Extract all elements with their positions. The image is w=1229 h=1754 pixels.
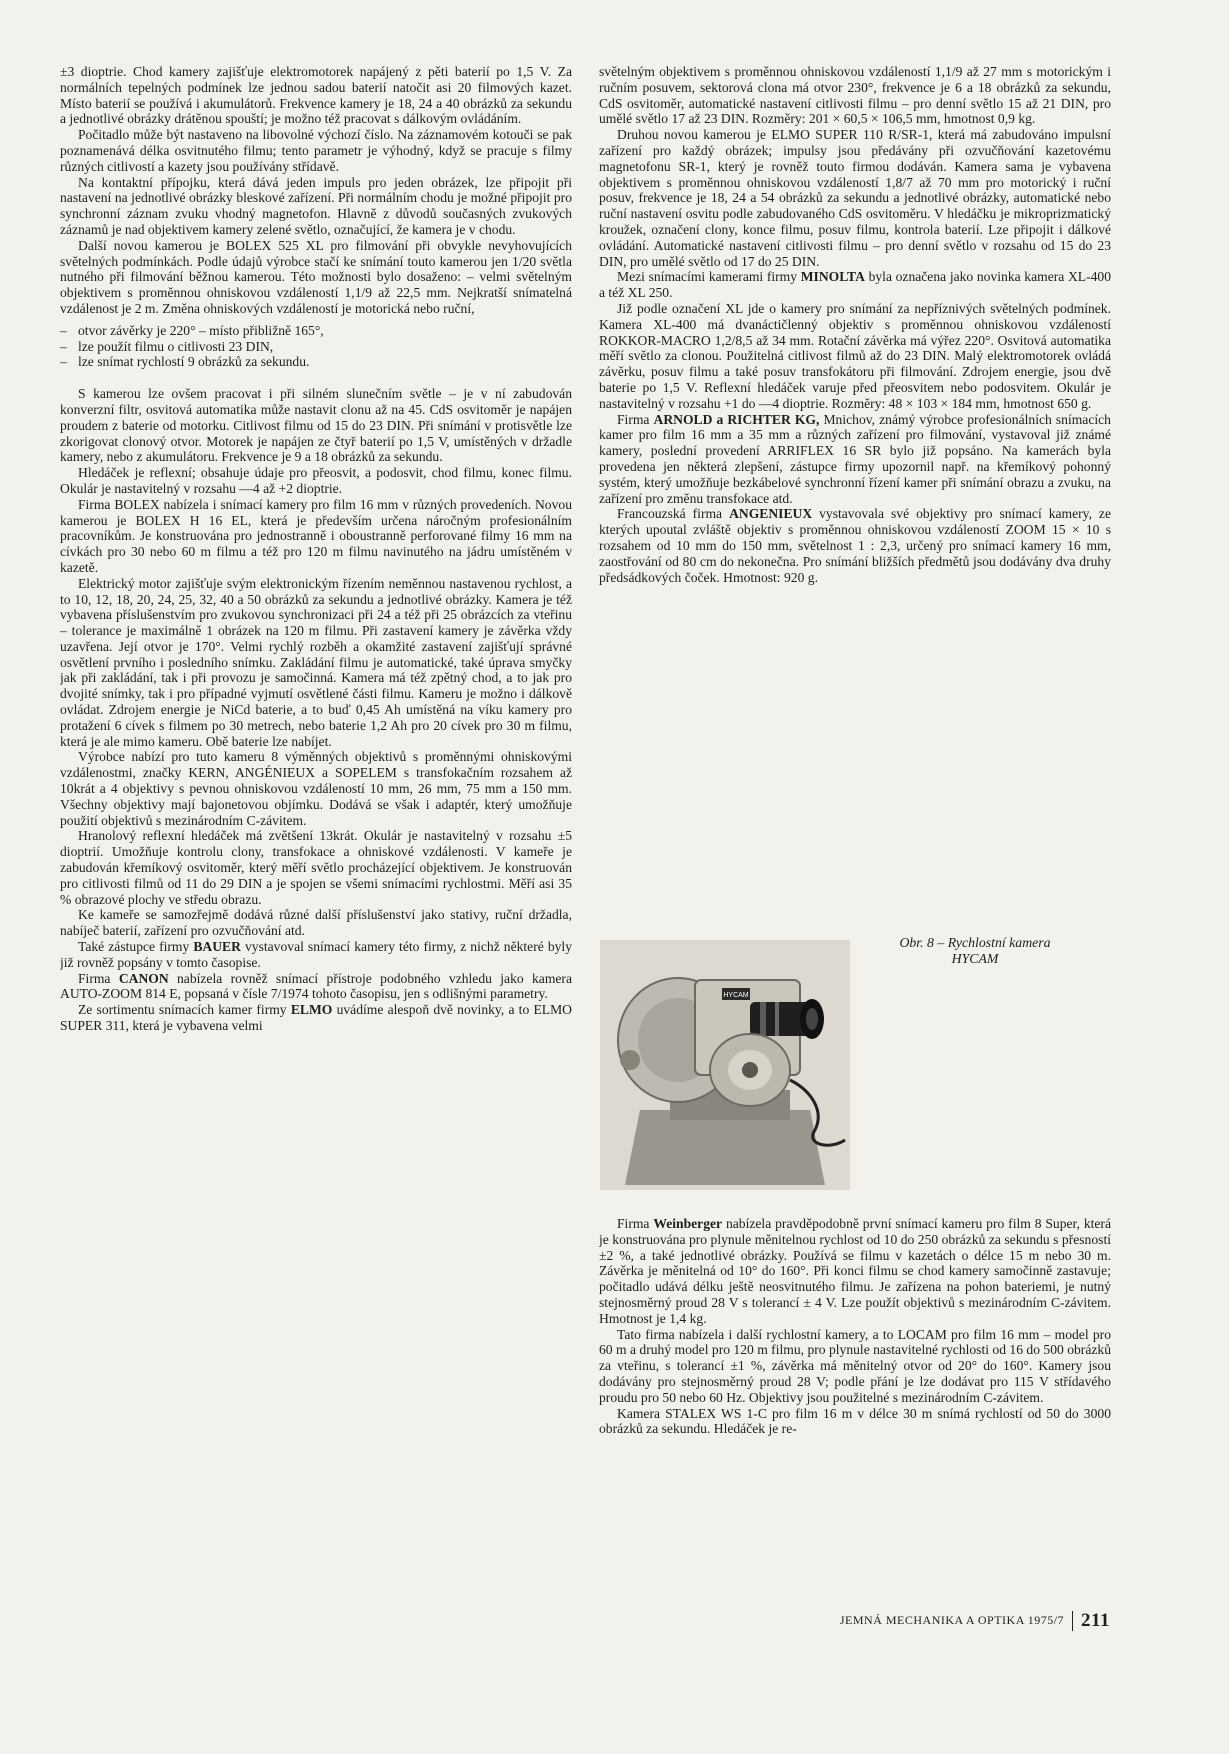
paragraph: Ke kameře se samozřejmě dodává různé další příslušenství jako stativy, ruční držadla, nabíječ baterií, zařízení pro ozvučňování atd. (60, 907, 572, 939)
paragraph-bauer: Také zástupce firmy BAUER vystavoval snímací kamery této firmy, z nichž některé byly již rovněž popsány v tomto časopise. (60, 939, 572, 970)
caption-line: HYCAM (951, 951, 999, 966)
list-item: – otvor závěrky je 220° – místo přibližně 165°, (60, 323, 572, 339)
paragraph: Firma BOLEX nabízela i snímací kamery pro film 16 mm v různých provedeních. Novou kamerou je BOLEX H 16 EL, která je především určena náročným profesionálním pracovníkům. Je konstruována pro jednostranně i oboustranně perforované filmy 16 mm na cívkách pro 30 nebo 60 m filmu a též pro 120 m filmu navinutého na jádru umístěném v kazetě. (60, 496, 572, 575)
paragraph-weinberger: Firma Weinberger nabízela pravděpodobně první snímací kameru pro film 8 Super, která je konstruována pro plynule měnitelnou rychlost od 10 do 250 obrázků za sekundu s přesností ±2 %, a také jednotlivé obrázky. Používá se filmu v kazetách o délce 15 m nebo 30 m. Závěrka je měnitelná od 10° do 160°. Při konci filmu se chod kamery samočinně zastavuje; počitadlo udává délku ještě neosvitnutého filmu. Je zařízena na pohon bateriemi, je nutný stejnosměrný proud 28 V s tolerancí ± 4 V. Lze použít objektivů s mezinárodním C-závitem. Hmotnost je 1,4 kg. (599, 1216, 1111, 1326)
right-column-top (599, 64, 1111, 954)
paragraph: Počitadlo může být nastaveno na libovolné výchozí číslo. Na záznamovém kotouči se pak poznamenává délka osvitnutého filmu; tento parametr je výhodný, když se pracuje s filmy různých citlivostí a kazety jsou používány střídavě. (60, 127, 572, 174)
paragraph-minolta: Mezi snímacími kamerami firmy MINOLTA byla označena jako novinka kamera XL-400 a též XL 250. (599, 269, 1111, 301)
figure-caption (850, 935, 1100, 967)
paragraph: Hledáček je reflexní; obsahuje údaje pro přeosvit, a podosvit, chod filmu, konec filmu. Okulár je nastavitelný v rozsahu —4 až +2 dioptrie. (60, 465, 572, 496)
paragraph: Výrobce nabízí pro tuto kameru 8 výměnných objektivů s proměnnými ohniskovými vzdálenostmi, značky KERN, ANGÉNIEUX a SOPELEM s transfokačním rozsahem až 10krát a 4 objektivy s pevnou ohniskovou vzdáleností 10 mm, 26 mm, 75 mm a 150 mm. Všechny objektivy mají bajonetovou objímku. Dodává se však i adaptér, který umožňuje použití objektivů s mezinárodním C-závitem. (60, 749, 572, 828)
camera-photo (600, 940, 850, 1190)
journal-name: JEMNÁ MECHANIKA A OPTIKA 1975/7 (839, 1612, 1065, 1627)
right-column-bottom (599, 1216, 1111, 1596)
paragraph: S kamerou lze ovšem pracovat i při silném slunečním světle – je v ní zabudován konverzní filtr, osvitová automatika může nastavit clonu až na 45. CdS osvitoměr je napájen proudem z baterie od motorku. Citlivost filmu od 15 do 23 DIN. Při snímání v protisvětle lze zkorigovat clonový otvor. Motorek je napájen ze čtyř baterií po 1,5 V, umístěných v držadle kamery, nebo z akumulátoru. Frekvence je 9 a 18 obrázků za sekundu. (60, 386, 572, 465)
company-name: ARNOLD a RICHTER KG, (653, 411, 820, 427)
camera-label: HYCAM (723, 992, 749, 999)
company-name: ANGENIEUX (729, 506, 813, 522)
paragraph: Kamera STALEX WS 1-C pro film 16 m v délce 30 m snímá rychlostí od 50 do 3000 obrázků za sekundu. Hledáček je re- (599, 1405, 1111, 1437)
paragraph: světelným objektivem s proměnnou ohniskovou vzdáleností 1,1/9 až 27 mm s motorickým i ručním posuvem, sektorová clona má otvor 230°, frekvence je 6 a 18 obrázků za sekundu, CdS osvitoměr, automatické nastavení citlivosti filmu – pro denní světlo 15 až 21 DIN, pro umělé světlo 17 až 23 DIN. Rozměry: 201 × 60,5 × 106,5 mm, hmotnost 0,9 kg. (599, 64, 1111, 127)
company-name: CANON (118, 970, 169, 986)
page-footer (770, 1610, 1110, 1632)
paragraph: Tato firma nabízela i další rychlostní kamery, a to LOCAM pro film 16 mm – model pro 60 m a druhý model pro 120 m filmu, pro plynule nastavitelné rychlosti od 16 do 500 obrázků za vteřinu, s tolerancí ±1 %, závěrka má měnitelný otvor od 20° do 160°. Kamery jsou dodávány pro stejnosměrný proud 28 V; podle přání je lze dodávat pro 115 V střídavého proudu pro 50 nebo 60 Hz. Objektivy jsou použitelné s mezinárodním C-závitem. (599, 1326, 1111, 1405)
paragraph: Druhou novou kamerou je ELMO SUPER 110 R/SR-1, která má zabudováno impulsní zařízení pro každý obrázek; impulsy jsou předávány při ozvučňování kazetovému magnetofonu SR-1, který je rovněž touto firmou dodáván. Kamera sama je vybavena objektivem s proměnnou ohniskovou vzdáleností 1,8/7 až 70 mm pro motorický i ruční posuv, frekvence je 18, 24 a 54 obrázků za sekundu a jednotlivé obrázky, automatické nebo ruční nastavení osvitu podle zabudovaného CdS osvitoměru. V hledáčku je mikroprizmatický kroužek, označení clony, konce filmu, posuv filmu, kontrola baterií. Lze připojit i dálkové ovládání. Automatické nastavení citlivosti filmu – pro denní světlo v rozsahu od 15 do 23 DIN, pro umělé světlo od 17 do 25 DIN. (599, 127, 1111, 269)
paragraph-elmo: Ze sortimentu snímacích kamer firmy ELMO uvádíme alespoň dvě novinky, a to ELMO SUPER 311, která je vybavena velmi (60, 1002, 572, 1034)
paragraph: Elektrický motor zajišťuje svým elektronickým řízením neměnnou nastavenou rychlost, a to 10, 12, 18, 20, 24, 25, 32, 40 a 50 obrázků za sekundu a jednotlivé obrázky. Kamera je též vybavena příslušenstvím pro zvukovou synchronizaci při 24 a též při 25 obrázcích za vteřinu – tolerance je maximálně 1 obrázek na 120 m filmu. Při zastavení kamery je závěrka vždy uzavřena. Její otvor je 170°. Velmi rychlý rozběh a okamžité zastavení zajišťují správné osvětlení prvního i posledního snímku. Zakládání filmu je automatické, také úprava smyčky jak při zakládání, tak i při provozu je samočinná. Kamera má též zpětný chod, a to jak pro dvojité snímky, tak i pro případné vyjmutí osvětlené části filmu. Kameru je možno i dálkově ovládat. Zdrojem energie je NiCd baterie, a to buď 0,45 Ah umístěná na víku kamery pro protažení 6 cívek s filmem po 30 metrech, nebo baterie 1,2 Ah pro 20 cívek pro 30 m filmu, která je ale mimo kameru. Obě baterie lze nabíjet. (60, 575, 572, 749)
paragraph-canon: Firma CANON nabízela rovněž snímací přístroje podobného vzhledu jako kamera AUTO-ZOOM 814 E, popsaná v čísle 7/1974 tohoto časopisu, jen s odlišnými parametry. (60, 970, 572, 1002)
company-name: ELMO (290, 1002, 333, 1018)
company-name: MINOLTA (800, 269, 865, 285)
company-name: BAUER (193, 939, 241, 955)
paragraph: ±3 dioptrie. Chod kamery zajišťuje elektromotorek napájený z pěti baterií po 1,5 V. Za normálních tepelných podmínek lze jednou sadou baterií natočit asi 20 filmových kazet. Místo baterií se používá i akumulátorů. Frekvence kamery je 18, 24 a 40 obrázků za sekundu a jednotlivé obrázky drátěnou spouští; je možno též pracovat s dálkovým ovládáním. (60, 64, 572, 127)
page-number: 211 (1081, 1610, 1110, 1631)
left-column (60, 64, 572, 1584)
paragraph: Hranolový reflexní hledáček má zvětšení 13krát. Okulár je nastavitelný v rozsahu ±5 dioptrií. Umožňuje kontrolu clony, transfokace a ohniskové vzdálenosti. V kameře je zabudován křemíkový osvitoměr, který měří světlo procházející objektivem. Je konstruován pro citlivosti filmů od 11 do 29 DIN a je spojen se všemi snímacími rychlostmi. Měří asi 35 % obrazové plochy ve středu obrazu. (60, 828, 572, 907)
paragraph-arnold: Firma ARNOLD a RICHTER KG, Mnichov, známý výrobce profesionálních snímacích kamer pro film 16 mm a 35 mm a různých zařízení pro filmování, vystavoval již známé kamery, poslední provedení ARRIFLEX 16 SR bylo již popsáno. Na kamerách byla provedena jen některá zlepšení, zástupce firmy upozornil např. na křemíkový pohonný systém, který umožňuje bezkábelové synchronní řízení kamer při snímání obrazu a zvuku, na zařízení pro změnu transfokace atd. (599, 411, 1111, 506)
company-name: Weinberger (653, 1216, 723, 1231)
paragraph: Již podle označení XL jde o kamery pro snímání za nepříznivých světelných podmínek. Kamera XL-400 má dvanáctičlenný objektiv s proměnnou ohniskovou vzdáleností ROKKOR-MACRO 1,2/8,5 až 34 mm. Rotační závěrka má výřez 220°. Osvitová automatika měří světlo za clonou. Použitelná citlivost filmů až do 23 DIN. Malý elektromotorek ovládá závěrku, posuv filmu a také posuv transfokátoru při filmování. Zdrojem energie, jsou dvě baterie po 1,5 V. Reflexní hledáček varuje před přeosvitem nebo podosvitem. Okulár je nastavitelný v rozsahu +1 do —4 dioptrie. Rozměry: 48 × 103 × 184 mm, hmotnost 650 g. (599, 300, 1111, 411)
caption-line: Obr. 8 – Rychlostní kamera (899, 935, 1051, 950)
figure-hycam-camera (600, 940, 850, 1190)
list-item: – lze snímat rychlostí 9 obrázků za sekundu. (60, 354, 572, 370)
list-item: – lze použít filmu o citlivosti 23 DIN, (60, 339, 572, 355)
paragraph-angenieux: Francouzská firma ANGENIEUX vystavovala své objektivy pro snímací kamery, ze kterých upoutal zvláště objektiv s proměnnou ohniskovou vzdáleností ZOOM 15 × 10 s rozsahem od 10 mm do 150 mm, světelnost 1 : 2,3, určený pro snímací kamery 16 mm, zaostřování od 80 cm do nekonečna. Pro snímání bližších předmětů jsou dodávány dva druhy předsádkových čoček. Hmotnost: 920 g. (599, 506, 1111, 585)
paragraph: Další novou kamerou je BOLEX 525 XL pro filmování při obvykle nevyhovujících světelných podmínkách. Podle údajů výrobce stačí ke snímání touto kamerou jen 1/20 světla nutného při filmování běžnou kamerou. Této možnosti bylo dosaženo: – velmi světelným objektivem s proměnnou ohniskovou vzdáleností 1,1/9 až 22,5 mm. Nejkratší snímatelná vzdálenost je 2 m. Změna ohniskových vzdáleností je motorická nebo ruční, (60, 237, 572, 316)
paragraph: Na kontaktní přípojku, která dává jeden impuls pro jeden obrázek, lze připojit při nastavení na jednotlivé obrázky bleskové zařízení. Při normálním chodu je možné připojit pro synchronní záznam zvuku vhodný magnetofon. Hlavně z důvodů současných zvukových záznamů je nad objektivem kamery zelené světlo, označující, že kamera je v chodu. (60, 174, 572, 237)
feature-list (60, 323, 572, 370)
